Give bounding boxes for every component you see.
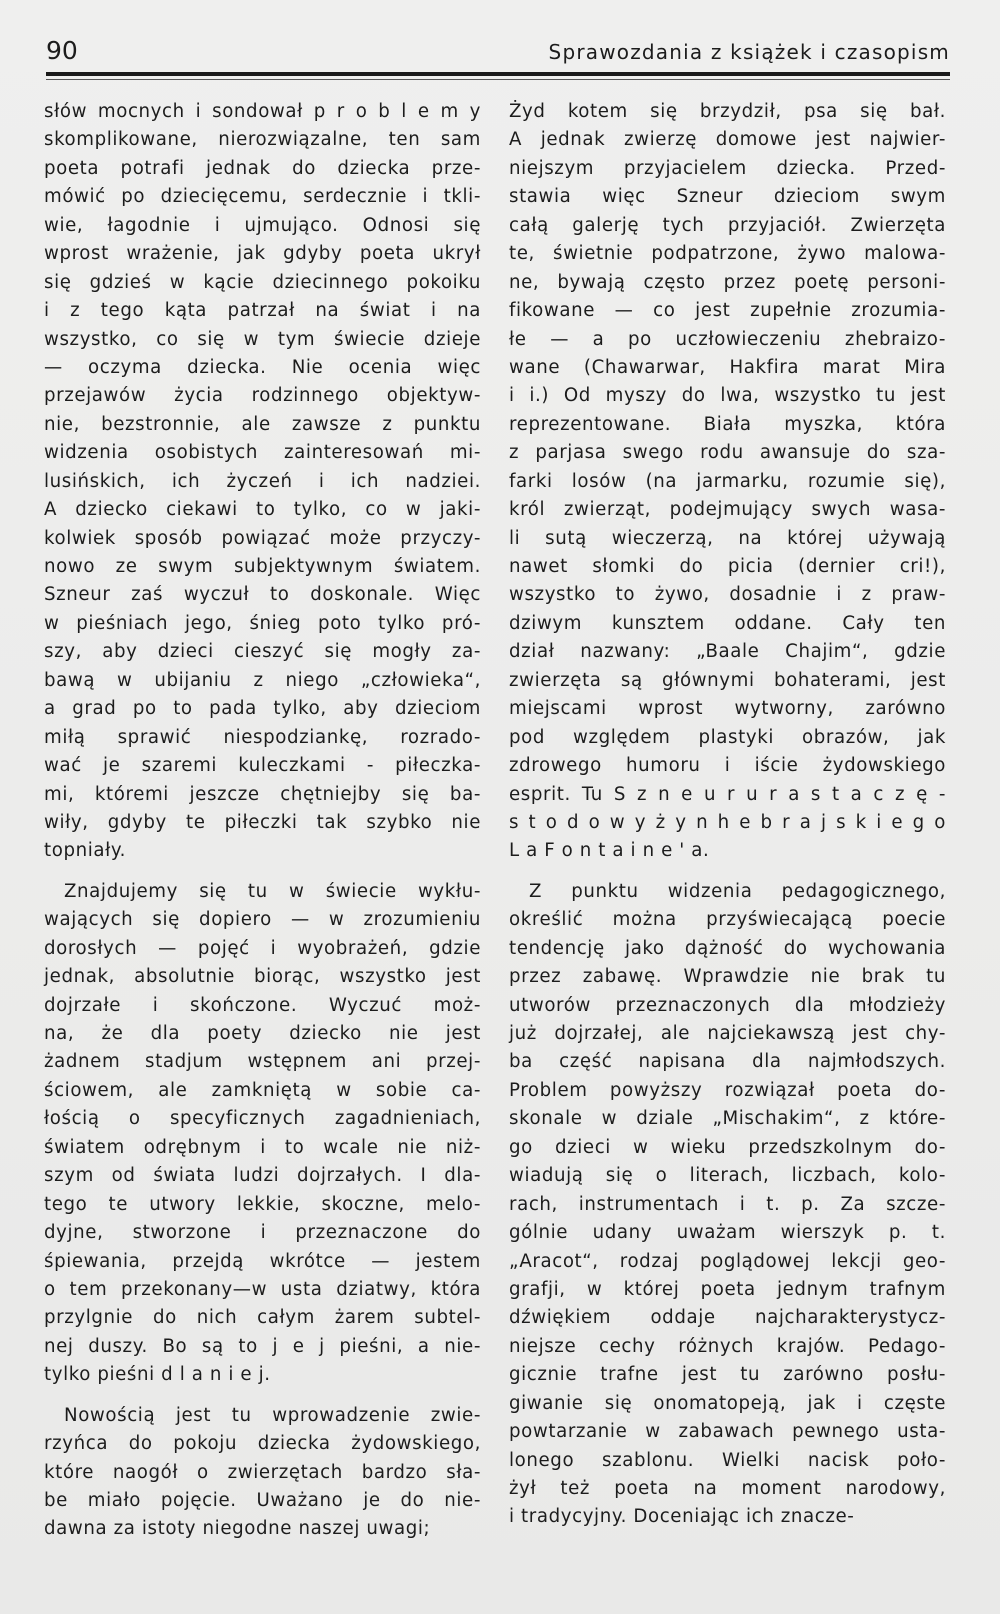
text-line: ne, bywają często przez poetę personi- — [509, 271, 946, 293]
text-line: żadnem stadjum wstępnem ani przej- — [44, 1051, 481, 1073]
text-line: rzyńca do pokoju dziecka żydowskiego, — [44, 1433, 481, 1455]
text-line: li sutą wieczerzą, na której używają — [509, 527, 946, 549]
text-line: wane (Chawarwar, Hakfira marat Mira — [509, 356, 946, 378]
text-line: go dzieci w wieku przedszkolnym do- — [509, 1136, 946, 1158]
paragraph — [509, 878, 946, 1532]
text-line: esprit. Tu S z n e u r u r a s t a c z ę - — [509, 783, 946, 805]
text-line: Nowością jest tu wprowadzenie zwie- — [64, 1404, 481, 1426]
text-line: wszystko, co się w tym świecie dzieje — [44, 328, 481, 350]
text-line: stawia więc Szneur dzieciom swym — [509, 186, 946, 208]
page-header — [46, 36, 950, 76]
text-line: wie, łagodnie i ujmująco. Odnosi się — [44, 214, 481, 236]
header-rule — [46, 72, 950, 76]
text-line: wiadują się o literach, liczbach, kolo- — [509, 1165, 946, 1187]
text-line: zdrowego humoru i iście żydowskiego — [509, 755, 946, 777]
text-line: nowo ze swym subjektywnym światem. — [44, 556, 481, 577]
text-line: łością o specyficznych zagadnieniach, — [44, 1108, 481, 1130]
text-line: niejsze cechy różnych krajów. Pedago- — [509, 1335, 946, 1357]
text-line: Żyd kotem się brzydził, psa się bał. — [509, 101, 946, 122]
text-line: lonego szablonu. Wielki nacisk poło- — [509, 1449, 946, 1471]
text-line: mówić po dziecięcemu, serdecznie i tkli- — [44, 186, 481, 208]
text-line: fikowane — co jest zupełnie zrozumia- — [509, 300, 946, 322]
text-line: tendencję jako dążność do wychowania — [509, 937, 946, 959]
text-line: gicznie trafne jest tu zarówno posłu- — [509, 1364, 946, 1386]
text-line: farki losów (na jarmarku, rozumie się), — [509, 470, 946, 492]
text-line: lusińskich, ich życzeń i ich nadziei. — [44, 470, 481, 492]
text-line: s t o d o w y ż y n h e b r a j s k i e g o — [509, 811, 946, 833]
text-line: zwierzęta są głównymi bohaterami, jest — [509, 669, 946, 691]
text-line: ściowem, ale zamkniętą w sobie ca- — [44, 1079, 481, 1101]
text-line: przejawów życia rodzinnego objektyw- — [44, 385, 481, 407]
text-line: całą galerję tych przyjaciół. Zwierzęta — [509, 214, 946, 236]
text-line: dyjne, stworzone i przeznaczone do — [44, 1222, 481, 1244]
text-line: i i.) Od myszy do lwa, wszystko tu jest — [509, 385, 946, 407]
text-line: poeta potrafi jednak do dziecka prze- — [44, 157, 481, 179]
right-column — [509, 98, 946, 1532]
text-line: już dojrzałej, ale najciekawszą jest chy- — [509, 1023, 946, 1044]
text-line: skonale w dziale „Mischakim“, z które- — [509, 1108, 946, 1130]
text-line: niejszym przyjacielem dziecka. Przed- — [509, 157, 946, 179]
text-line: wprost wrażenie, jak gdyby poeta ukrył — [44, 243, 481, 265]
text-line: giwanie się onomatopeją, jak i częste — [509, 1392, 946, 1414]
text-line: gólnie udany uważam wierszyk p. t. — [509, 1222, 946, 1244]
text-line: widzenia osobistych zainteresowań mi- — [44, 442, 481, 464]
text-line: określić można przyświecającą poecie — [509, 909, 946, 931]
text-line: powtarzanie w zabawach pewnego usta- — [509, 1421, 946, 1443]
text-line: wiły, gdyby te piłeczki tak szybko nie — [44, 811, 481, 833]
paragraph-gap — [509, 866, 946, 878]
paragraph — [44, 878, 481, 1390]
text-line: tego te utwory lekkie, skoczne, melo- — [44, 1193, 481, 1215]
text-line: król zwierząt, podejmujący swych wasa- — [509, 499, 946, 521]
text-line: mi, któremi jeszcze chętniejby się ba- — [44, 783, 481, 805]
text-line: — oczyma dziecka. Nie ocenia więc — [44, 356, 481, 378]
text-line: A dziecko ciekawi to tylko, co w jaki- — [44, 499, 481, 521]
text-line: dźwiękiem oddaje najcharakterystycz- — [509, 1307, 946, 1329]
text-line: światem odrębnym i to wcale nie niż- — [44, 1136, 481, 1158]
text-line: przylgnie do nich całym żarem subtel- — [44, 1307, 481, 1329]
left-column — [44, 98, 481, 1544]
text-line: i tradycyjny. Doceniając ich znacze- — [509, 1506, 855, 1528]
text-line: grafji, w której poeta jednym trafnym — [509, 1278, 946, 1300]
text-line: łe — a po uczłowieczeniu zhebraizo- — [509, 328, 946, 350]
text-line: szy, aby dzieci cieszyć się mogły za- — [44, 641, 481, 663]
text-line: wszystko to żywo, dosadnie i z praw- — [509, 584, 946, 606]
text-line: dorosłych — pojęć i wyobrażeń, gdzie — [44, 937, 481, 959]
text-line: Szneur zaś wyczuł to doskonale. Więc — [44, 584, 481, 606]
text-line: pod względem plastyki obrazów, jak — [509, 726, 946, 748]
text-line: kolwiek sposób powiązać może przyczy- — [44, 527, 481, 549]
text-line: reprezentowane. Biała myszka, która — [509, 413, 946, 435]
text-line: które naogół o zwierzętach bardzo sła- — [44, 1461, 481, 1483]
text-line: nie, bezstronnie, ale zawsze z punktu — [44, 413, 481, 435]
text-line: przez zabawę. Wprawdzie nie brak tu — [509, 966, 946, 988]
text-line: nawet słomki do picia (dernier cri!), — [509, 556, 946, 577]
text-line: o tem przekonany—w usta dziatwy, która — [44, 1278, 481, 1300]
text-line: „Aracot“, rodzaj poglądowej lekcji geo- — [509, 1250, 946, 1272]
text-line: ba część napisana dla najmłodszych. — [509, 1051, 946, 1073]
text-line: miejscami wprost wytworny, zarówno — [509, 698, 946, 720]
text-line: dziwym kunsztem oddane. Cały ten — [509, 612, 946, 634]
text-line: a grad po to pada tylko, aby dzieciom — [44, 698, 481, 720]
text-line: topniały. — [44, 840, 127, 862]
text-line: A jednak zwierzę domowe jest najwier- — [509, 129, 946, 151]
text-line: Problem powyższy rozwiązał poeta do- — [509, 1079, 946, 1101]
text-line: z parjasa swego rodu awansuje do sza- — [509, 442, 946, 464]
text-line: nej duszy. Bo są to j e j pieśni, a nie- — [44, 1335, 481, 1357]
paragraph-gap — [44, 1390, 481, 1402]
text-line: rach, instrumentach i t. p. Za szcze- — [509, 1193, 946, 1215]
text-line: żył też poeta na moment narodowy, — [509, 1478, 946, 1499]
paragraph — [44, 1402, 481, 1544]
text-line: utworów przeznaczonych dla młodzieży — [509, 994, 946, 1016]
text-line: śpiewania, przejdą wkrótce — jestem — [44, 1250, 481, 1272]
text-line: w pieśniach jego, śnieg poto tylko pró- — [44, 612, 481, 634]
text-line: wających się dopiero — w zrozumieniu — [44, 909, 481, 931]
text-line: tylko pieśni d l a n i e j. — [44, 1364, 271, 1386]
text-line: na, że dla poety dziecko nie jest — [44, 1023, 481, 1044]
text-line: się gdzieś w kącie dziecinnego pokoiku — [44, 271, 481, 293]
text-line: dojrzałe i skończone. Wyczuć moż- — [44, 994, 481, 1016]
text-line: L a F o n t a i n e ' a. — [509, 840, 710, 862]
running-head: Sprawozdania z książek i czasopism — [548, 40, 950, 64]
paragraph — [44, 98, 481, 866]
text-line: dział nazwany: „Baale Chajim“, gdzie — [509, 641, 946, 663]
page-number: 90 — [46, 36, 78, 65]
text-line: te, świetnie podpatrzone, żywo malowa- — [509, 243, 946, 265]
paragraph-gap — [44, 866, 481, 878]
text-line: szym od świata ludzi dojrzałych. I dla- — [44, 1165, 481, 1187]
text-line: bawą w ubijaniu z niego „człowieka“, — [44, 669, 481, 691]
text-line: Z punktu widzenia pedagogicznego, — [529, 880, 946, 902]
text-line: słów mocnych i sondował p r o b l e m y — [44, 101, 481, 122]
header-rule-thin — [46, 79, 950, 80]
text-line: dawna za istoty niegodne naszej uwagi; — [44, 1518, 431, 1540]
text-line: wać je szaremi kuleczkami - piłeczka- — [44, 755, 481, 777]
text-line: i z tego kąta patrzał na świat i na — [44, 300, 481, 322]
paragraph — [509, 98, 946, 866]
text-line: be miało pojęcie. Uważano je do nie- — [44, 1490, 481, 1511]
text-line: miłą sprawić niespodziankę, rozrado- — [44, 726, 481, 748]
text-line: jednak, absolutnie biorąc, wszystko jest — [44, 966, 481, 988]
text-line: Znajdujemy się tu w świecie wykłu- — [64, 880, 481, 902]
text-line: skomplikowane, nierozwiązalne, ten sam — [44, 129, 481, 151]
